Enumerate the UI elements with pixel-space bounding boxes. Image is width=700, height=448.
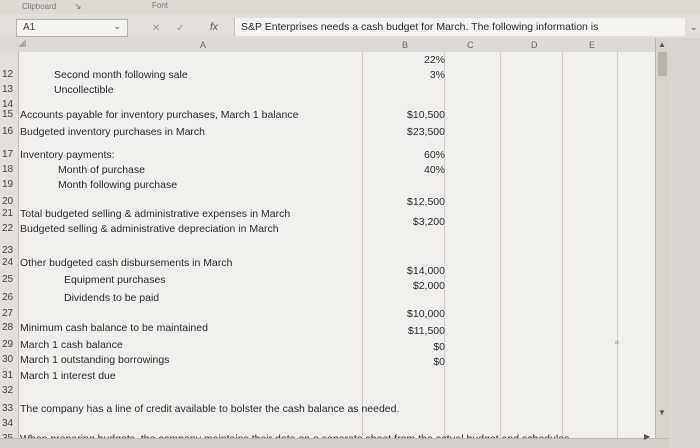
- formula-content: S&P Enterprises needs a cash budget for March. The following information is: [241, 21, 599, 33]
- row-number[interactable]: 14: [2, 99, 14, 110]
- row-number[interactable]: 16: [2, 126, 14, 137]
- chevron-down-icon[interactable]: ⌄: [113, 21, 121, 31]
- table-row: [0, 196, 655, 208]
- table-row: [0, 354, 655, 366]
- row-number[interactable]: 19: [2, 179, 14, 190]
- cell-a[interactable]: Second month following sale: [54, 69, 188, 81]
- cell-b[interactable]: 60%: [423, 149, 445, 161]
- row-number[interactable]: 32: [2, 385, 14, 396]
- row-number[interactable]: 29: [2, 339, 14, 350]
- row-number[interactable]: 20: [2, 196, 14, 207]
- column-header-c[interactable]: C: [467, 40, 474, 50]
- name-box[interactable]: [16, 19, 128, 37]
- table-row: [0, 84, 655, 96]
- cell-a[interactable]: Total budgeted selling & administrative expenses in March: [20, 208, 291, 220]
- scroll-down-icon[interactable]: ▼: [658, 408, 666, 417]
- table-row: [0, 292, 655, 304]
- clipboard-group-label: Clipboard: [22, 2, 57, 11]
- row-number[interactable]: 22: [2, 223, 14, 234]
- table-row: [0, 179, 655, 191]
- cell-b-partial[interactable]: 22%: [423, 54, 445, 66]
- window-margin: [670, 38, 700, 447]
- clipboard-launcher-icon[interactable]: ↘: [74, 1, 82, 11]
- row-number[interactable]: 30: [2, 354, 14, 365]
- table-row: [0, 54, 655, 66]
- table-row: [0, 280, 655, 292]
- cell-a[interactable]: Uncollectible: [54, 84, 114, 96]
- table-row: [0, 322, 655, 337]
- column-header-e[interactable]: E: [589, 40, 596, 50]
- column-header-a[interactable]: A: [200, 40, 207, 50]
- cell-b[interactable]: $10,000: [407, 308, 445, 320]
- row-number[interactable]: 28: [2, 322, 14, 333]
- cell-b[interactable]: $14,000: [407, 265, 445, 277]
- expand-formula-bar-icon[interactable]: ⌄: [690, 22, 698, 32]
- row-number[interactable]: 27: [2, 308, 14, 319]
- enter-check-icon[interactable]: ✓: [176, 23, 185, 34]
- cell-a[interactable]: March 1 interest due: [20, 370, 116, 382]
- cell-a[interactable]: Accounts payable for inventory purchases, March 1 balance: [20, 109, 299, 121]
- cell-b[interactable]: $3,200: [412, 216, 445, 228]
- row-number[interactable]: 15: [2, 109, 14, 120]
- cell-a[interactable]: Inventory payments:: [20, 149, 115, 161]
- cell-a[interactable]: Month of purchase: [58, 164, 145, 176]
- cell-a[interactable]: Minimum cash balance to be maintained: [20, 322, 208, 334]
- table-row: [0, 109, 655, 121]
- table-row: [0, 403, 655, 415]
- table-row: [0, 126, 655, 138]
- name-box-value: A1: [23, 22, 36, 33]
- row-number[interactable]: 18: [2, 164, 14, 175]
- row-number[interactable]: 17: [2, 149, 14, 160]
- cell-a[interactable]: Other budgeted cash disbursements in March: [20, 257, 233, 269]
- row-number[interactable]: 12: [2, 69, 14, 80]
- formula-bar: [0, 14, 700, 39]
- table-row: [0, 418, 655, 430]
- table-row: [0, 164, 655, 176]
- cell-b[interactable]: $11,500: [407, 325, 445, 337]
- cell-a[interactable]: March 1 outstanding borrowings: [20, 354, 170, 366]
- row-number[interactable]: 33: [2, 403, 14, 414]
- row-number[interactable]: 26: [2, 292, 14, 303]
- cell-b[interactable]: 3%: [429, 69, 445, 81]
- scroll-up-icon[interactable]: ▲: [658, 40, 666, 49]
- stray-mark: ¤: [615, 340, 619, 347]
- cell-b[interactable]: $10,500: [407, 109, 445, 121]
- cancel-icon[interactable]: ✕: [152, 23, 161, 34]
- row-number[interactable]: 23: [2, 245, 14, 256]
- cell-b[interactable]: 40%: [423, 164, 445, 176]
- row-number[interactable]: 34: [2, 418, 14, 429]
- table-row: [0, 223, 655, 235]
- table-row: [0, 385, 655, 397]
- cell-a[interactable]: March 1 cash balance: [20, 339, 123, 351]
- table-row: [0, 245, 655, 257]
- cell-a[interactable]: The company has a line of credit available to bolster the cash balance as needed.: [20, 403, 400, 415]
- table-row: [0, 149, 655, 161]
- font-group-label: Font: [152, 1, 169, 10]
- column-headers: [0, 38, 655, 53]
- row-number[interactable]: 13: [2, 84, 14, 95]
- cell-a[interactable]: Budgeted inventory purchases in March: [20, 126, 206, 138]
- cell-a[interactable]: Dividends to be paid: [64, 292, 160, 304]
- cell-b[interactable]: $23,500: [407, 126, 445, 138]
- column-header-d[interactable]: D: [531, 40, 538, 50]
- cell-b[interactable]: $0: [433, 356, 445, 368]
- row-number[interactable]: 25: [2, 274, 14, 285]
- ribbon-strip: [0, 0, 700, 15]
- row-number[interactable]: 24: [2, 257, 14, 268]
- cell-a[interactable]: Month following purchase: [58, 179, 178, 191]
- cell-a[interactable]: Budgeted selling & administrative depreciation in March: [20, 223, 279, 235]
- insert-function-icon[interactable]: fx: [210, 22, 218, 33]
- worksheet-grid[interactable]: [0, 52, 655, 447]
- vertical-scrollbar[interactable]: [655, 38, 670, 447]
- scrollbar-thumb[interactable]: [658, 52, 667, 76]
- table-row: [0, 370, 655, 382]
- select-all-corner[interactable]: [18, 39, 26, 47]
- table-row: [0, 308, 655, 320]
- scroll-right-icon[interactable]: ▶: [644, 432, 651, 441]
- row-number[interactable]: 31: [2, 370, 14, 381]
- formula-input[interactable]: [234, 18, 685, 36]
- table-row: [0, 69, 655, 81]
- cell-b[interactable]: $2,000: [412, 280, 445, 292]
- table-row: [0, 339, 655, 351]
- cell-b[interactable]: $12,500: [407, 196, 445, 208]
- cell-a[interactable]: Equipment purchases: [64, 274, 166, 286]
- cell-b[interactable]: $0: [433, 341, 445, 353]
- column-header-b[interactable]: B: [402, 40, 409, 50]
- row-number[interactable]: 21: [2, 208, 14, 219]
